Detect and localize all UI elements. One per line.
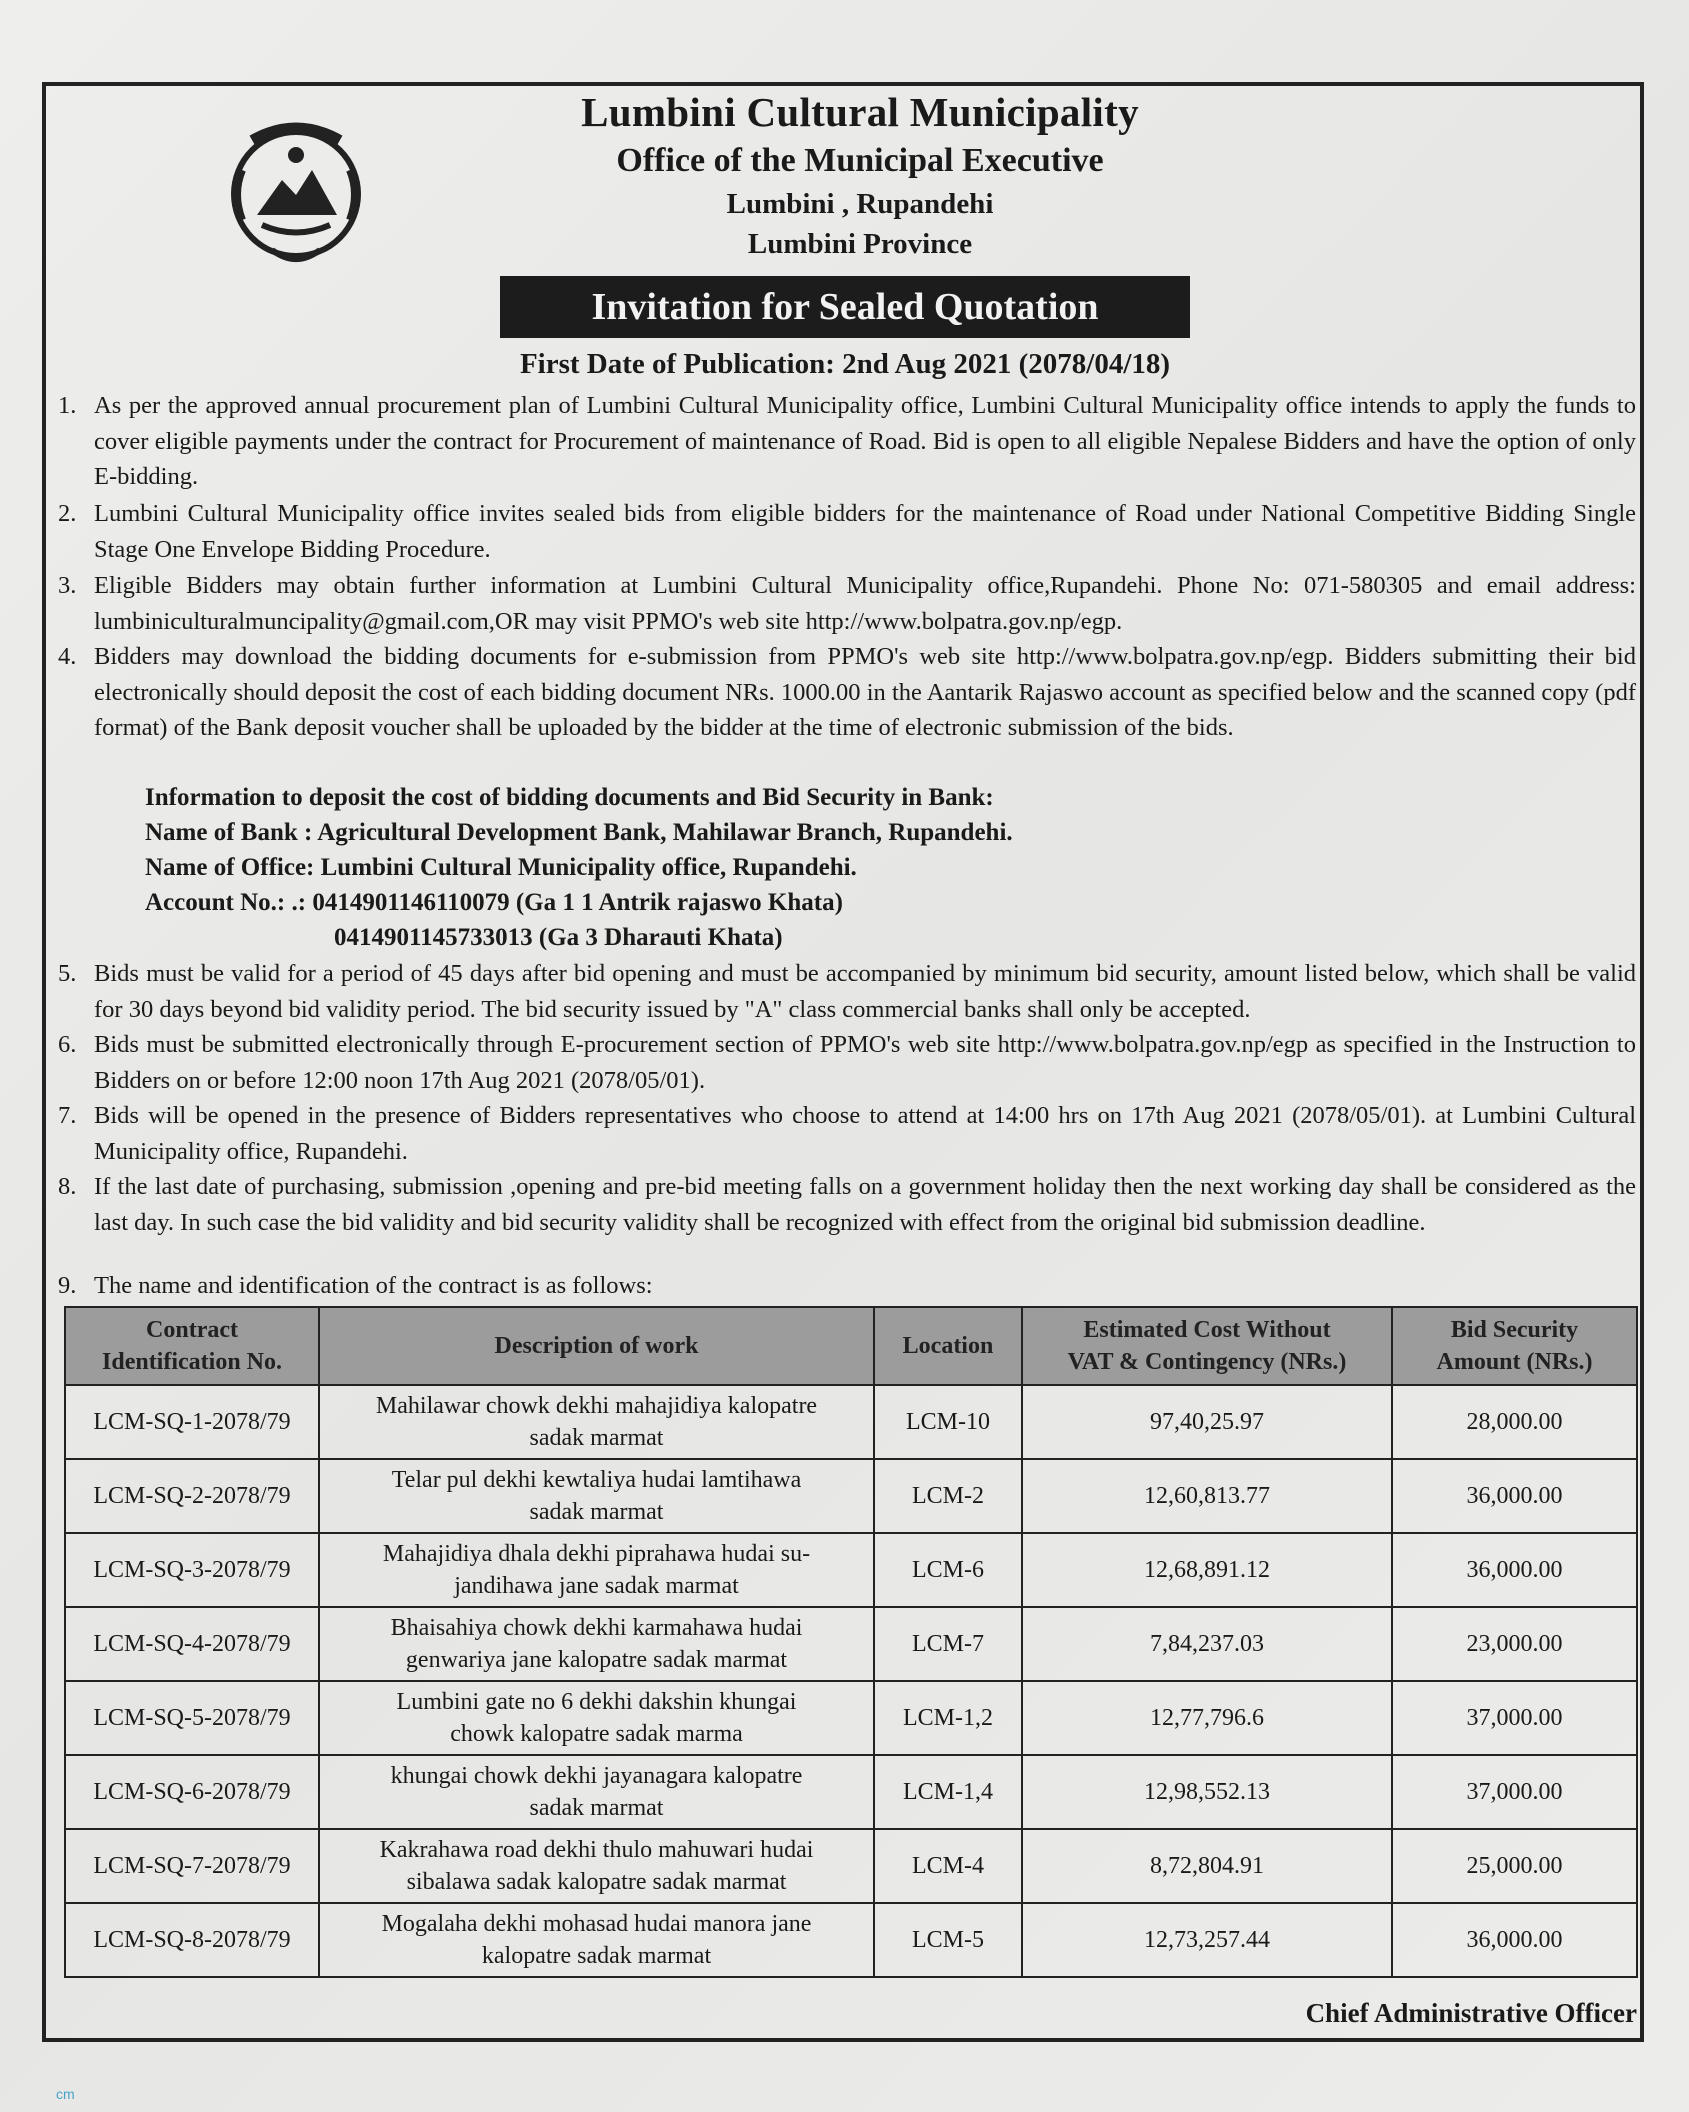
location-cell: LCM-5 [874,1903,1022,1977]
table-row [65,1681,1637,1755]
header-line: Contract [146,1317,238,1343]
contract-id-cell: LCM-SQ-1-2078/79 [65,1385,319,1459]
estimated-cost-cell: 12,77,796.6 [1022,1681,1392,1755]
estimated-cost-cell: 8,72,804.91 [1022,1829,1392,1903]
clause-text: Eligible Bidders may obtain further information at Lumbini Cultural Municipality office,Rupandehi. Phone No: 071-580305 and email address: lumbiniculturalmuncipality@gmail.com,OR may visit PPMO's web site http://www.bolpatra.gov.np/egp. [94,572,1636,635]
bid-security-cell: 36,000.00 [1392,1533,1637,1607]
description-cell [319,1903,874,1977]
estimated-cost-cell: 12,60,813.77 [1022,1459,1392,1533]
location-cell: LCM-10 [874,1385,1022,1459]
description-line: Mahilawar chowk dekhi mahajidiya kalopatre [375,1393,818,1419]
description-cell [319,1385,874,1459]
municipality-name: Lumbini Cultural Municipality [581,89,1139,135]
bid-security-cell: 23,000.00 [1392,1607,1637,1681]
location-cell: LCM-1,2 [874,1681,1022,1755]
description-line: sadak marmat [529,1795,664,1821]
clause-text: As per the approved annual procurement plan of Lumbini Cultural Municipality office, Lumbini Cultural Municipality office intends to apply the funds to cover eligible payments under the contract for Procurement of maintenance of Road. Bid is open to all eligible Nepalese Bidders and have the option of only E-bidding. [94,392,1636,490]
contract-id-cell: LCM-SQ-7-2078/79 [65,1829,319,1903]
header-line: Bid Security [1450,1317,1579,1343]
publication-date: First Date of Publication: 2nd Aug 2021 (2078/04/18) [519,348,1171,380]
clause-3 [58,568,1636,639]
location-cell: LCM-2 [874,1459,1022,1533]
contract-id-cell: LCM-SQ-5-2078/79 [65,1681,319,1755]
contract-id-cell: LCM-SQ-8-2078/79 [65,1903,319,1977]
contract-id-cell: LCM-SQ-2-2078/79 [65,1459,319,1533]
signatory-title: Chief Administrative Officer [1305,1998,1637,2028]
description-line: sadak marmat [529,1499,664,1525]
clause-number: 9. [58,1272,77,1299]
clause-number: 2. [58,500,77,527]
estimated-cost-cell: 12,73,257.44 [1022,1903,1392,1977]
estimated-cost-cell: 97,40,25.97 [1022,1385,1392,1459]
location-cell: LCM-1,4 [874,1755,1022,1829]
nepal-emblem-logo [212,110,380,278]
description-line: Lumbini gate no 6 dekhi dakshin khungai [396,1689,797,1715]
description-line: Telar pul dekhi kewtaliya hudai lamtihawa [391,1467,802,1493]
description-cell [319,1829,874,1903]
table-row [65,1385,1637,1459]
bid-security-cell: 37,000.00 [1392,1755,1637,1829]
estimated-cost-cell: 7,84,237.03 [1022,1607,1392,1681]
bid-security-cell: 36,000.00 [1392,1459,1637,1533]
clause-text: If the last date of purchasing, submission ,opening and pre-bid meeting falls on a government holiday then the next working day shall be considered as the last day. In such case the bid validity and bid security validity shall be recognized with effect from the original bid submission deadline. [94,1173,1636,1236]
office-location: Lumbini , Rupandehi [726,188,994,220]
header-line: Estimated Cost Without [1083,1317,1331,1343]
clause-6 [58,1027,1636,1098]
contract-id-cell: LCM-SQ-6-2078/79 [65,1755,319,1829]
clause-text: Bids will be opened in the presence of Bidders representatives who choose to attend at 14:00 hrs on 17th Aug 2021 (2078/05/01). at Lumbini Cultural Municipality office, Rupandehi. [94,1102,1636,1165]
province-name: Lumbini Province [747,228,973,260]
clause-1 [58,388,1636,495]
header-location: Location [874,1307,1022,1385]
description-cell [319,1459,874,1533]
clause-4 [58,639,1636,746]
location-cell: LCM-4 [874,1829,1022,1903]
header-contract-id [65,1307,319,1385]
clause-number: 7. [58,1102,77,1129]
clause-7 [58,1098,1636,1169]
clause-2 [58,496,1636,567]
description-line: sadak marmat [529,1425,664,1451]
account-number-2: 0414901145733013 (Ga 3 Dharauti Khata) [334,924,783,951]
table-row [65,1459,1637,1533]
location-cell: LCM-6 [874,1533,1022,1607]
table-row [65,1829,1637,1903]
description-cell [319,1755,874,1829]
description-line: Mahajidiya dhala dekhi piprahawa hudai su- [382,1541,811,1567]
header-bid-security [1392,1307,1637,1385]
description-cell [319,1681,874,1755]
table-header-row [65,1307,1637,1385]
clause-text: Bids must be valid for a period of 45 days after bid opening and must be accompanied by minimum bid security, amount listed below, which shall be valid for 30 days beyond bid validity period. The bid security issued by "A" class commercial banks shall only be accepted. [94,960,1636,1023]
clause-number: 3. [58,572,77,599]
header-line: VAT & Contingency (NRs.) [1067,1349,1347,1375]
account-number-1: Account No.: .: 0414901146110079 (Ga 1 1 Antrik rajaswo Khata) [145,889,843,916]
description-line: Mogalaha dekhi mohasad hudai manora jane [381,1911,812,1937]
bank-name: Name of Bank : Agricultural Development Bank, Mahilawar Branch, Rupandehi. [145,819,1013,846]
description-cell [319,1533,874,1607]
clause-text: The name and identification of the contract is as follows: [94,1272,653,1299]
clause-number: 5. [58,960,77,987]
description-line: genwariya jane kalopatre sadak marmat [405,1647,788,1673]
table-row [65,1533,1637,1607]
clause-5 [58,956,1636,1027]
bid-security-cell: 25,000.00 [1392,1829,1637,1903]
bid-security-cell: 37,000.00 [1392,1681,1637,1755]
estimated-cost-cell: 12,98,552.13 [1022,1755,1392,1829]
table-row [65,1903,1637,1977]
clause-number: 1. [58,392,77,419]
notice-title-banner: Invitation for Sealed Quotation [500,276,1190,338]
bid-security-cell: 36,000.00 [1392,1903,1637,1977]
clause-text: Lumbini Cultural Municipality office invites sealed bids from eligible bidders for the maintenance of Road under National Competitive Bidding Single Stage One Envelope Bidding Procedure. [94,500,1636,563]
header-description: Description of work [319,1307,874,1385]
header-line: Amount (NRs.) [1436,1349,1593,1375]
location-cell: LCM-7 [874,1607,1022,1681]
bank-info-heading: Information to deposit the cost of bidding documents and Bid Security in Bank: [145,784,994,811]
description-line: Kakrahawa road dekhi thulo mahuwari hudai [379,1837,814,1863]
description-line: khungai chowk dekhi jayanagara kalopatre [390,1763,803,1789]
description-cell [319,1607,874,1681]
bid-security-cell: 28,000.00 [1392,1385,1637,1459]
office-account-name: Name of Office: Lumbini Cultural Municipality office, Rupandehi. [145,854,857,881]
description-line: sibalawa sadak kalopatre sadak marmat [406,1869,787,1895]
clause-text: Bidders may download the bidding documents for e-submission from PPMO's web site http://www.bolpatra.gov.np/egp. Bidders submitting their bid electronically should deposit the cost of each bidding document NRs. 1000.00 in the Aantarik Rajaswo account as specified below and the scanned copy (pdf format) of the Bank deposit voucher shall be uploaded by the bidder at the time of electronic submission of the bids. [94,643,1636,741]
clause-number: 8. [58,1173,77,1200]
contract-id-cell: LCM-SQ-3-2078/79 [65,1533,319,1607]
description-line: Bhaisahiya chowk dekhi karmahawa hudai [390,1615,803,1641]
table-row [65,1607,1637,1681]
description-line: jandihawa jane sadak marmat [454,1573,739,1599]
description-line: chowk kalopatre sadak marma [450,1721,743,1747]
header-estimated-cost [1022,1307,1392,1385]
contracts-table [64,1306,1638,1978]
table-row [65,1755,1637,1829]
clause-number: 6. [58,1031,77,1058]
header-line: Identification No. [102,1349,282,1375]
clause-9 [58,1268,1636,1304]
clause-text: Bids must be submitted electronically through E-procurement section of PPMO's web site http://www.bolpatra.gov.np/egp as specified in the Instruction to Bidders on or before 12:00 noon 17th Aug 2021 (2078/05/01). [94,1031,1636,1094]
print-corner-mark: cm [56,2086,75,2102]
clause-number: 4. [58,643,77,670]
contract-id-cell: LCM-SQ-4-2078/79 [65,1607,319,1681]
office-name: Office of the Municipal Executive [616,142,1104,179]
description-line: kalopatre sadak marmat [481,1943,712,1969]
estimated-cost-cell: 12,68,891.12 [1022,1533,1392,1607]
clause-8 [58,1169,1636,1240]
